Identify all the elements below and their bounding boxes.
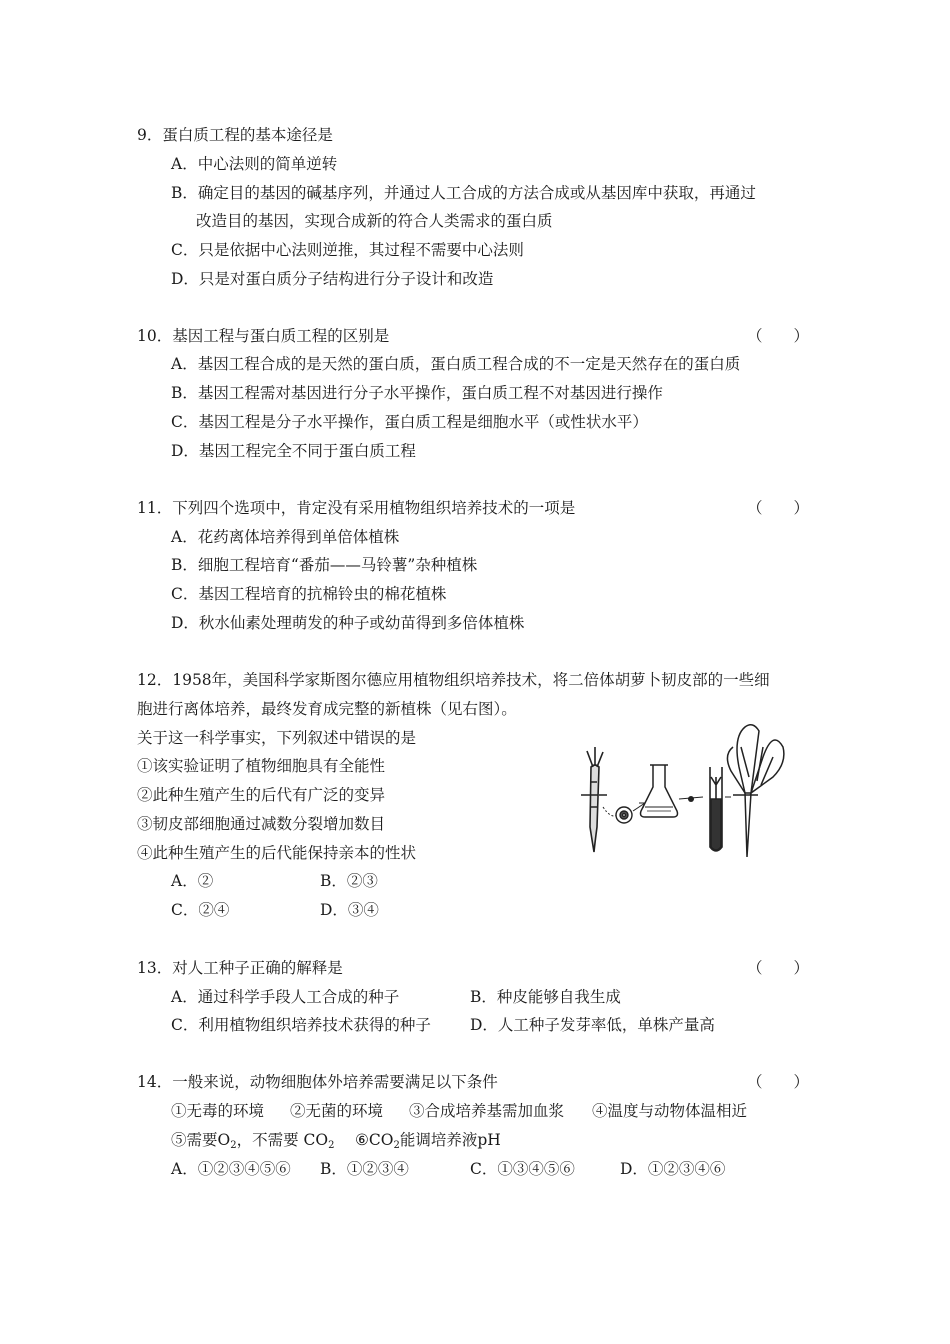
- q13-answer-paren: （ ）: [747, 959, 810, 977]
- dot-icon: [688, 796, 694, 802]
- q9-stem: 9．蛋白质工程的基本途径是: [137, 126, 333, 144]
- q14-condition-5: ⑤需要$O_2$，不需要 $CO_2$: [171, 1131, 335, 1151]
- q12-stem-line1: 12．1958年，美国科学家斯图尔德应用植物组织培养技术，将二倍体胡萝卜韧皮部的一些细: [137, 671, 770, 689]
- q14-answer-paren: （ ）: [747, 1073, 810, 1091]
- q12-option-b: B．②③: [320, 872, 378, 890]
- q11-answer-paren: （ ）: [747, 499, 810, 517]
- q12-stem-line2: 胞进行离体培养，最终发育成完整的新植株（见右图）。: [137, 700, 517, 718]
- q14-condition-3: ③合成培养基需加血浆: [409, 1102, 565, 1120]
- q9-option-b: B．确定目的基因的碱基序列，并通过人工合成的方法合成或从基因库中获取，再通过: [171, 184, 756, 202]
- carrot-root-icon: [581, 747, 607, 852]
- q10-answer-paren: （ ）: [747, 327, 810, 345]
- q9-option-a: A．中心法则的简单逆转: [171, 155, 338, 173]
- q11-option-d: D．秋水仙素处理萌发的种子或幼苗得到多倍体植株: [171, 614, 525, 632]
- carrot-tissue-culture-figure: [573, 707, 793, 872]
- q13-option-c: C．利用植物组织培养技术获得的种子: [171, 1016, 431, 1034]
- q12-stem-line3: 关于这一科学事实，下列叙述中错误的是: [137, 729, 417, 747]
- q13-option-d: D．人工种子发芽率低，单株产量高: [470, 1016, 715, 1034]
- q10-stem: 10．基因工程与蛋白质工程的区别是: [137, 327, 390, 345]
- q12-statement-1: ①该实验证明了植物细胞具有全能性: [137, 757, 386, 775]
- q12-statement-4: ④此种生殖产生的后代能保持亲本的性状: [137, 844, 417, 862]
- q14-option-d: D．①②③④⑥: [620, 1160, 726, 1178]
- q14-stem: 14．一般来说，动物细胞体外培养需要满足以下条件: [137, 1073, 498, 1091]
- q11-option-a: A．花药离体培养得到单倍体植株: [171, 528, 400, 546]
- q14-condition-1: ①无毒的环境: [171, 1102, 265, 1120]
- q12-statement-2: ②此种生殖产生的后代有广泛的变异: [137, 786, 386, 804]
- q12-option-a: A．②: [171, 872, 214, 890]
- q11-option-b: B．细胞工程培育“番茄——马铃薯”杂种植株: [171, 556, 478, 574]
- q12-option-c: C．②④: [171, 901, 230, 919]
- q13-stem: 13．对人工种子正确的解释是: [137, 959, 343, 977]
- q9-option-c: C．只是依据中心法则逆推，其过程不需要中心法则: [171, 241, 524, 259]
- q14-condition-6: $⑥CO_2$能调培养液pH: [355, 1131, 501, 1151]
- flask-icon: [641, 765, 678, 817]
- q10-option-a: A．基因工程合成的是天然的蛋白质，蛋白质工程合成的不一定是天然存在的蛋白质: [171, 355, 741, 373]
- q10-option-d: D．基因工程完全不同于蛋白质工程: [171, 442, 416, 460]
- q14-condition-4: ④温度与动物体温相近: [592, 1102, 748, 1120]
- cell-cluster-icon: [616, 807, 632, 823]
- q13-option-b: B．种皮能够自我生成: [470, 988, 621, 1006]
- q14-option-c: C．①③④⑤⑥: [470, 1160, 575, 1178]
- q11-stem: 11．下列四个选项中，肯定没有采用植物组织培养技术的一项是: [137, 499, 576, 517]
- q14-option-a: A．①②③④⑤⑥: [171, 1160, 291, 1178]
- q13-option-a: A．通过科学手段人工合成的种子: [171, 988, 400, 1006]
- q9-option-b-cont: 改造目的基因，实现合成新的符合人类需求的蛋白质: [196, 212, 553, 230]
- q9-option-d: D．只是对蛋白质分子结构进行分子设计和改造: [171, 270, 494, 288]
- q14-option-b: B．①②③④: [320, 1160, 409, 1178]
- q12-statement-3: ③韧皮部细胞通过减数分裂增加数目: [137, 815, 386, 833]
- q10-option-c: C．基因工程是分子水平操作，蛋白质工程是细胞水平（或性状水平）: [171, 413, 648, 431]
- carrot-plant-icon: [727, 725, 783, 857]
- q11-option-c: C．基因工程培育的抗棉铃虫的棉花植株: [171, 585, 447, 603]
- q14-condition-2: ②无菌的环境: [290, 1102, 384, 1120]
- test-tube-icon: [710, 767, 722, 851]
- q12-option-d: D．③④: [320, 901, 379, 919]
- q10-option-b: B．基因工程需对基因进行分子水平操作，蛋白质工程不对基因进行操作: [171, 384, 663, 402]
- process-arrow-icon: [603, 807, 617, 816]
